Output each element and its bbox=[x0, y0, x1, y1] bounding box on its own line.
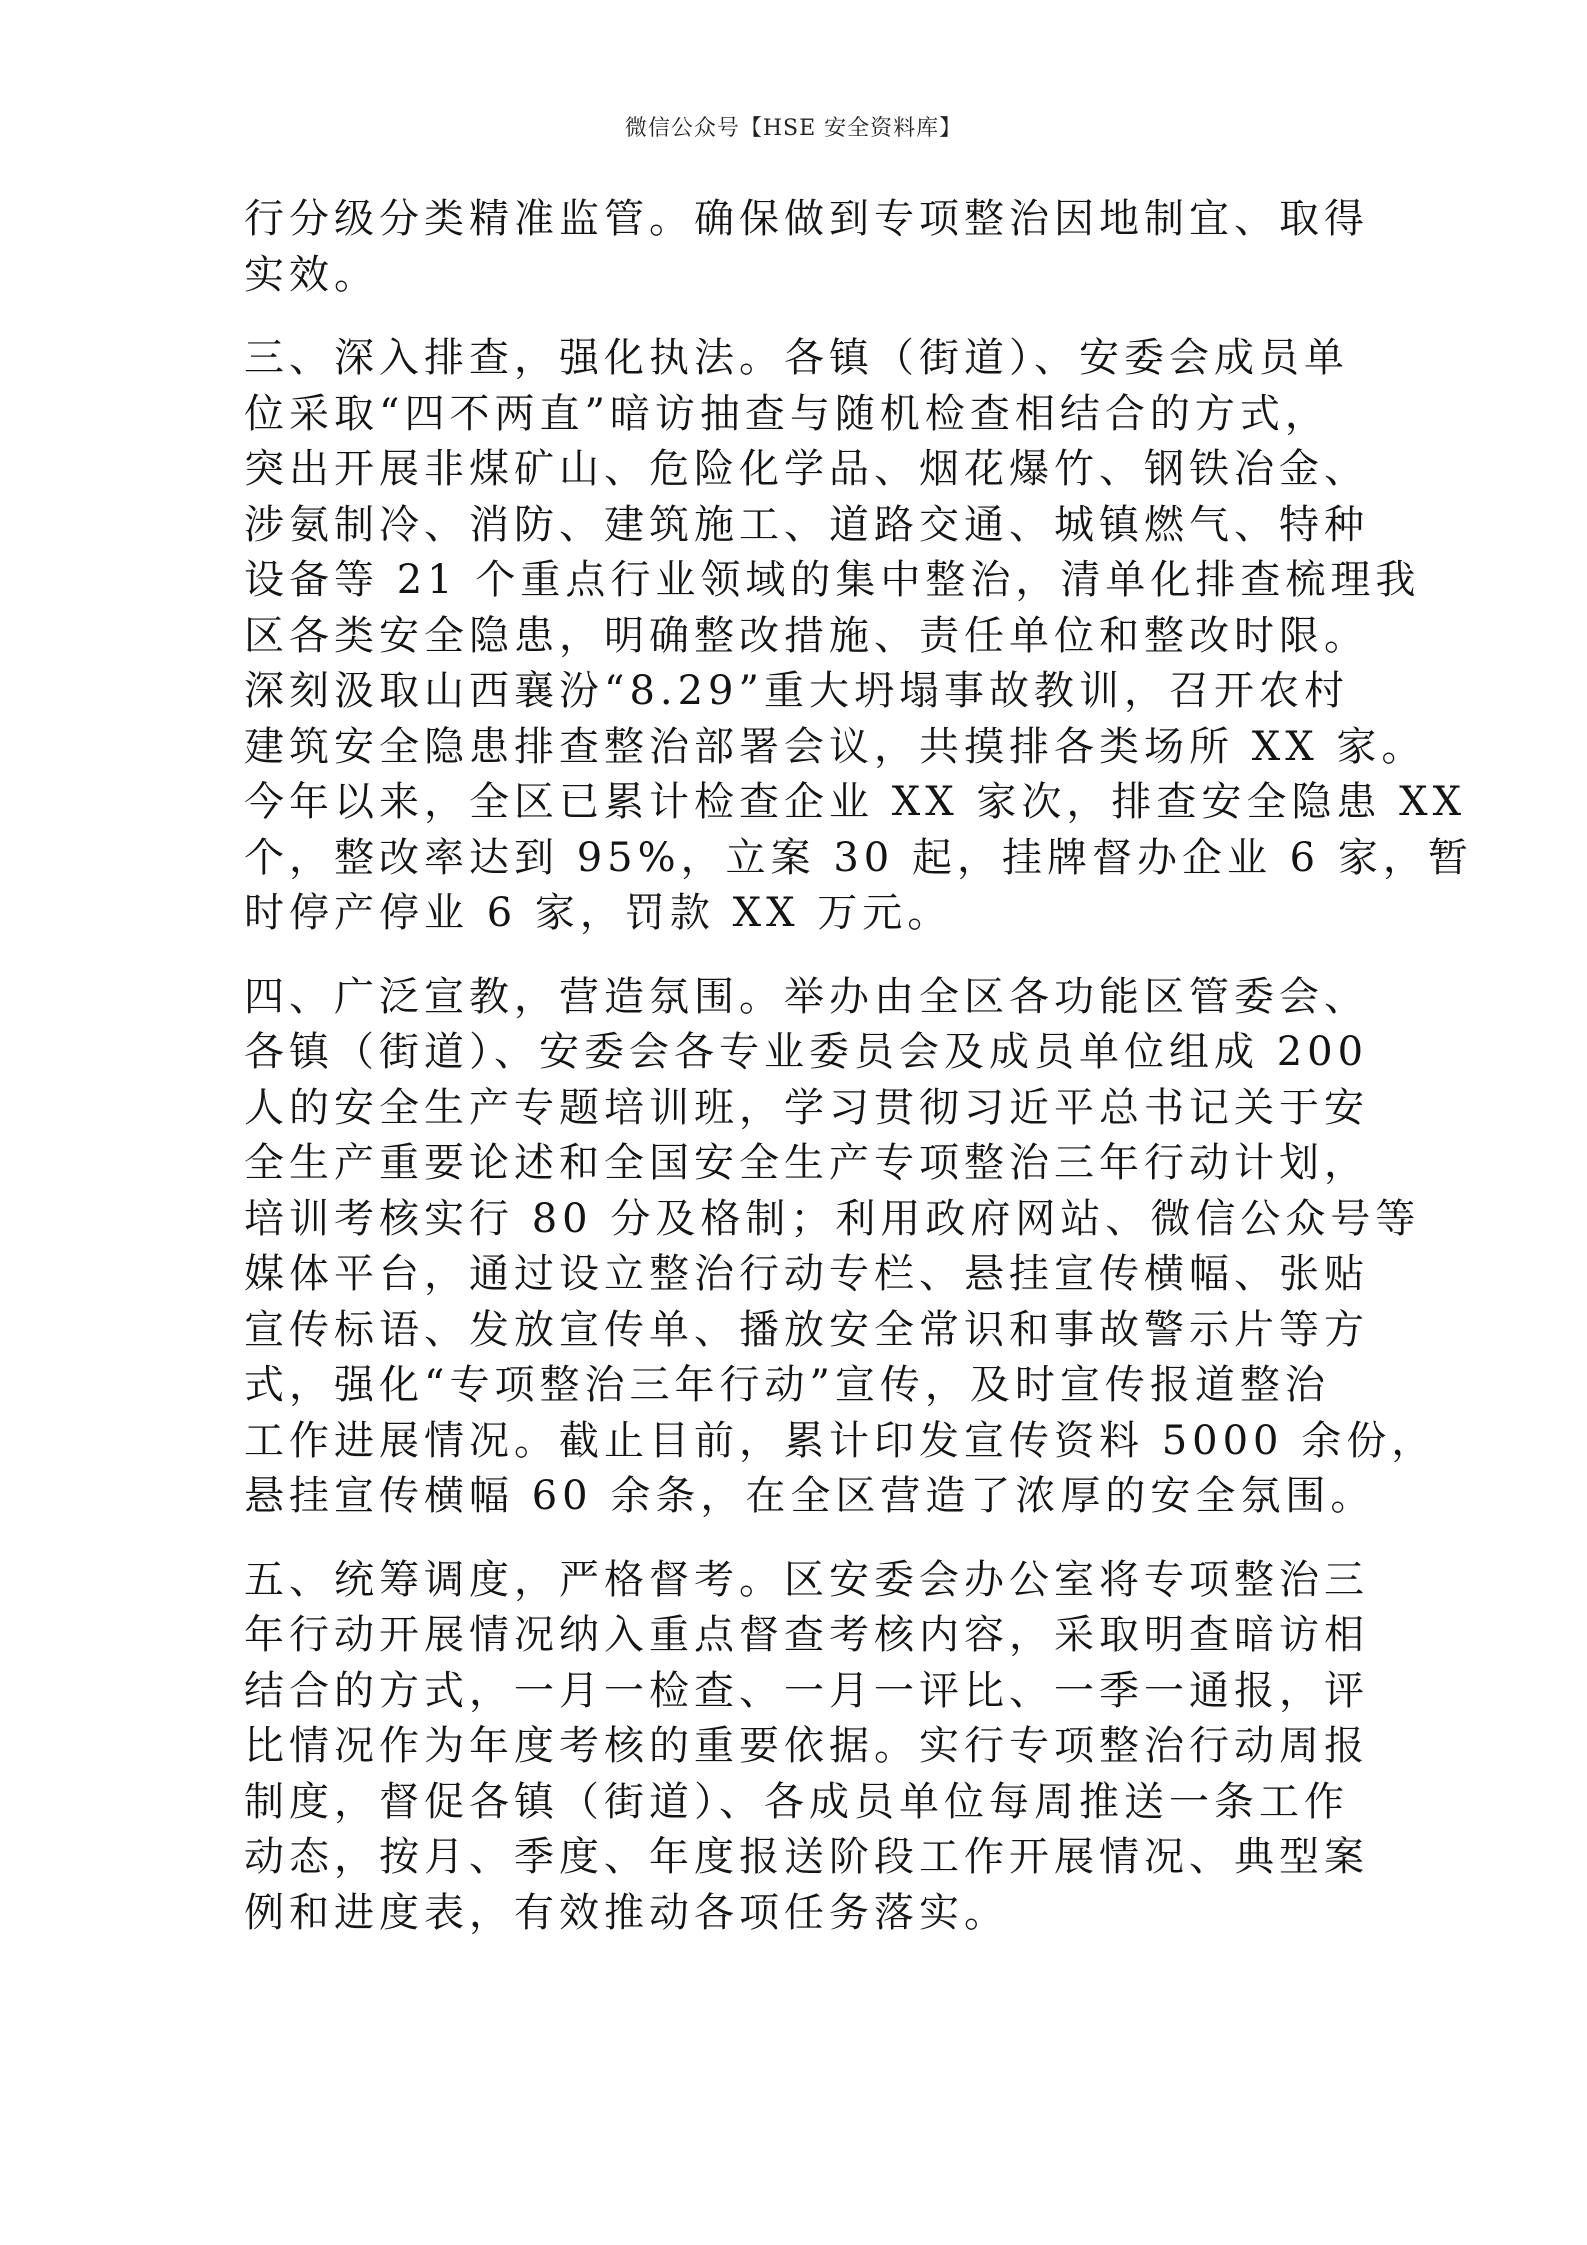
document-body bbox=[244, 192, 1473, 1969]
text-line: 悬挂宣传横幅 60 余条，在全区营造了浓厚的安全氛围。 bbox=[244, 1473, 1376, 1519]
text-line: 个，整改率达到 95%，立案 30 起，挂牌督办企业 6 家，暂 bbox=[244, 834, 1473, 881]
text-line: 宣传标语、发放宣传单、播放安全常识和事故警示片等方 bbox=[244, 1306, 1369, 1353]
text-line: 年行动开展情况纳入重点督查考核内容，采取明查暗访相 bbox=[244, 1612, 1369, 1658]
text-line: 工作进展情况。截止目前，累计印发宣传资料 5000 余份， bbox=[244, 1417, 1437, 1464]
text-line: 结合的方式，一月一检查、一月一评比、一季一通报，评 bbox=[244, 1667, 1369, 1714]
text-line: 媒体平台，通过设立整治行动专栏、悬挂宣传横幅、张贴 bbox=[244, 1251, 1369, 1297]
paragraph-section-5 bbox=[244, 1553, 1369, 1942]
text-line: 涉氨制冷、消防、建筑施工、道路交通、城镇燃气、特种 bbox=[244, 501, 1369, 548]
text-line: 四、广泛宣教，营造氛围。举办由全区各功能区管委会、 bbox=[244, 973, 1369, 1020]
text-line: 比情况作为年度考核的重要依据。实行专项整治行动周报 bbox=[244, 1723, 1369, 1769]
text-line: 各镇（街道）、安委会各专业委员会及成员单位组成 200 bbox=[244, 1029, 1369, 1075]
text-line: 人的安全生产专题培训班，学习贯彻习近平总书记关于安 bbox=[244, 1084, 1369, 1131]
text-line: 时停产停业 6 家，罚款 XX 万元。 bbox=[244, 890, 953, 936]
text-line: 培训考核实行 80 分及格制；利用政府网站、微信公众号等 bbox=[244, 1195, 1421, 1242]
text-line: 突出开展非煤矿山、危险化学品、烟花爆竹、钢铁冶金、 bbox=[244, 446, 1369, 492]
text-line: 今年以来，全区已累计检查企业 XX 家次，排查安全隐患 XX bbox=[244, 779, 1467, 825]
paragraph-section-3 bbox=[244, 331, 1473, 942]
page-header: 微信公众号【HSE 安全资料库】 bbox=[624, 116, 963, 141]
text-line: 五、统筹调度，严格督考。区安委会办公室将专项整治三 bbox=[244, 1556, 1369, 1603]
text-line: 实效。 bbox=[244, 251, 379, 298]
text-line: 制度，督促各镇（街道）、各成员单位每周推送一条工作 bbox=[244, 1778, 1349, 1825]
text-line: 设备等 21 个重点行业领域的集中整治，清单化排查梳理我 bbox=[244, 557, 1421, 603]
text-line: 三、深入排查，强化执法。各镇（街道）、安委会成员单 bbox=[244, 335, 1349, 381]
text-line: 式，强化“专项整治三年行动”宣传，及时宣传报道整治 bbox=[244, 1362, 1330, 1408]
text-line: 建筑安全隐患排查整治部署会议，共摸排各类场所 XX 家。 bbox=[244, 723, 1427, 770]
text-line: 区各类安全隐患，明确整改措施、责任单位和整改时限。 bbox=[244, 612, 1369, 659]
text-line: 全生产重要论述和全国安全生产专项整治三年行动计划， bbox=[244, 1140, 1369, 1186]
text-line: 动态，按月、季度、年度报送阶段工作开展情况、典型案 bbox=[244, 1834, 1369, 1880]
paragraph-section-4 bbox=[244, 970, 1437, 1525]
text-line: 例和进度表，有效推动各项任务落实。 bbox=[244, 1889, 1009, 1936]
text-line: 行分级分类精准监管。确保做到专项整治因地制宜、取得 bbox=[244, 196, 1369, 242]
text-line: 位采取“四不两直”暗访抽查与随机检查相结合的方式， bbox=[244, 390, 1330, 437]
text-line: 深刻汲取山西襄汾“8.29”重大坍塌事故教训，召开农村 bbox=[244, 668, 1349, 714]
paragraph-continuation bbox=[244, 192, 1369, 303]
